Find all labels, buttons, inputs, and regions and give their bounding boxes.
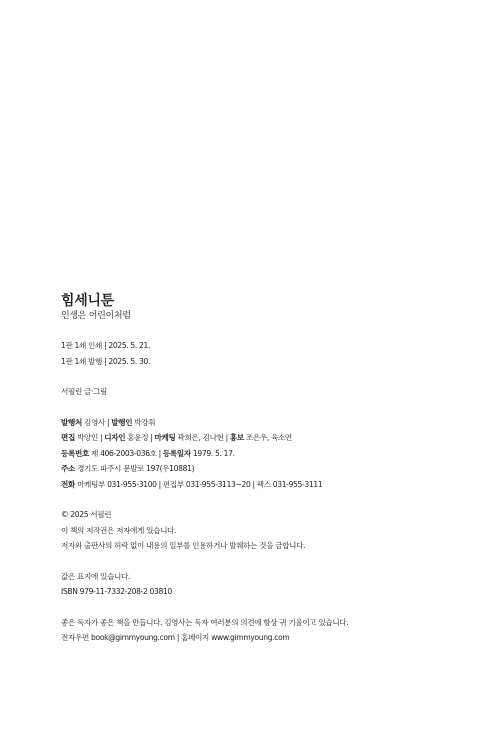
publisher-label: 발행처	[61, 417, 82, 427]
regdate-value: 1979. 5. 17.	[192, 448, 235, 458]
price-line: 값은 표지에 있습니다.	[61, 571, 131, 581]
promo-value: 조은우, 육소연	[245, 433, 292, 442]
regdate-label: 등록일자	[162, 448, 191, 458]
copyright-owner-line: 이 책의 저작권은 저자에게 있습니다.	[61, 525, 177, 535]
colophon	[61, 292, 481, 659]
staff-line: 편집 박양인 | 디자인 홍윤정 | 마케팅 곽희은, 김나현 | 홍보 조은우, 육소연	[61, 433, 292, 442]
editor-value: 박양인	[77, 433, 99, 442]
book-subtitle: 인생은 어린이처럼	[61, 311, 131, 321]
promo-label: 홍보	[229, 433, 244, 442]
copyright-line: © 2025 서필린	[61, 510, 112, 519]
contact-line: 전자우편 book@gimmyoung.com | 홈페이지 www.gimmyoung.com	[61, 633, 290, 642]
address-value: 경기도 파주시 문발로 197(우10881)	[77, 464, 195, 473]
closing-info	[61, 615, 481, 646]
author-line: 서필린 글·그림	[61, 387, 108, 396]
reader-message-line: 좋은 독자가 좋은 책을 만듭니다. 김영사는 독자 여러분의 의견에 항상 귀 기울이고 있습니다.	[61, 617, 349, 627]
issuer-label: 발행인	[111, 417, 133, 427]
phone-label: 전화	[61, 479, 75, 489]
fax-number: 팩스 031-955-3111	[256, 479, 323, 489]
publisher-line: 발행처 김영사 | 발행인 박강휘	[61, 417, 156, 427]
printing-info	[61, 338, 481, 369]
registration-line: 등록번호 제 406-2003-036호 | 등록일자 1979. 5. 17.	[61, 448, 235, 458]
copyright-restriction-line: 저자와 출판사의 허락 없이 내용의 일부를 인용하거나 발췌하는 것을 금합니다.	[61, 541, 306, 550]
regno-value: 제 406-2003-036호	[91, 448, 157, 458]
first-printing-line: 1판 1쇄 인쇄 | 2025. 5. 21.	[61, 341, 151, 350]
phone-editorial: 편집부 031-955-3113~20	[162, 479, 251, 489]
publisher-credits	[61, 415, 481, 493]
design-label: 디자인	[104, 433, 126, 442]
phone-marketing: 마케팅부 031-955-3100	[77, 479, 157, 489]
phone-line: 전화 마케팅부 031-955-3100 | 편집부 031-955-3113~20 | 팩스 031-955-3111	[61, 479, 323, 489]
isbn-line: ISBN 979-11-7332-208-2 03810	[61, 587, 172, 596]
author-info	[61, 384, 481, 400]
address-line	[61, 461, 481, 477]
publisher-value: 김영사	[84, 417, 106, 427]
price-isbn-info	[61, 569, 481, 600]
issuer-value: 박강휘	[134, 417, 156, 427]
copyright-info	[61, 507, 481, 554]
editor-label: 편집	[61, 433, 75, 442]
marketing-value: 곽희은, 김나현	[177, 433, 224, 442]
design-value: 홍윤정	[127, 433, 149, 442]
regno-label: 등록번호	[61, 448, 89, 458]
book-title: 힘세니툰	[61, 293, 114, 309]
marketing-label: 마케팅	[154, 433, 176, 442]
address-label: 주소	[61, 464, 75, 473]
first-publication-line: 1판 1쇄 발행 | 2025. 5. 30.	[61, 356, 151, 366]
